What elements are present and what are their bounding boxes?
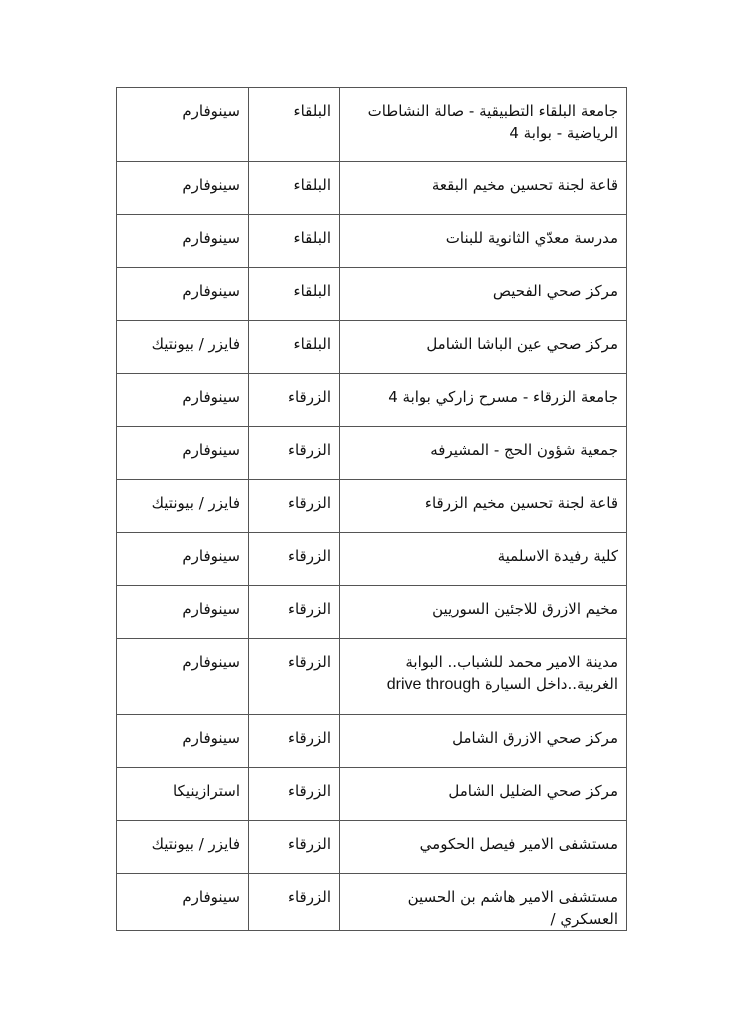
governorate-cell: الزرقاء [249, 480, 340, 533]
table-row [117, 480, 627, 533]
site-cell: مركز صحي الضليل الشامل [340, 768, 627, 821]
vaccine-cell: سينوفارم [117, 715, 249, 768]
site-text: مدينة الامير محمد للشباب.. البوابة الغربية..داخل السيارة [405, 653, 618, 693]
governorate-cell: البلقاء [249, 321, 340, 374]
vaccine-cell: سينوفارم [117, 374, 249, 427]
site-cell: مستشفى الامير فيصل الحكومي [340, 821, 627, 874]
governorate-cell: البلقاء [249, 88, 340, 162]
table-row [117, 88, 627, 162]
governorate-cell: الزرقاء [249, 639, 340, 715]
vaccine-cell: فايزر / بيونتيك [117, 480, 249, 533]
vaccine-cell: سينوفارم [117, 88, 249, 162]
vaccine-cell: فايزر / بيونتيك [117, 821, 249, 874]
vaccine-cell: سينوفارم [117, 874, 249, 931]
table-row [117, 821, 627, 874]
governorate-cell: البلقاء [249, 162, 340, 215]
table-row [117, 533, 627, 586]
vaccine-cell: سينوفارم [117, 639, 249, 715]
site-cell: جمعية شؤون الحج - المشيرفه [340, 427, 627, 480]
governorate-cell: الزرقاء [249, 533, 340, 586]
governorate-cell: الزرقاء [249, 374, 340, 427]
governorate-cell: الزرقاء [249, 427, 340, 480]
site-latin-text: drive through [386, 676, 481, 693]
vaccination-sites-table [116, 87, 627, 931]
site-cell: مركز صحي عين الباشا الشامل [340, 321, 627, 374]
site-cell: كلية رفيدة الاسلمية [340, 533, 627, 586]
vaccine-cell: سينوفارم [117, 162, 249, 215]
vaccine-cell: سينوفارم [117, 215, 249, 268]
site-cell: مدرسة معدّي الثانوية للبنات [340, 215, 627, 268]
governorate-cell: الزرقاء [249, 768, 340, 821]
site-cell: جامعة الزرقاء - مسرح زاركي بوابة 4 [340, 374, 627, 427]
table-row [117, 215, 627, 268]
site-cell: مركز صحي الفحيص [340, 268, 627, 321]
table-row [117, 268, 627, 321]
table-row [117, 321, 627, 374]
vaccine-cell: سينوفارم [117, 586, 249, 639]
vaccine-cell: فايزر / بيونتيك [117, 321, 249, 374]
site-cell: قاعة لجنة تحسين مخيم الزرقاء [340, 480, 627, 533]
table-row [117, 427, 627, 480]
governorate-cell: البلقاء [249, 268, 340, 321]
site-cell: مخيم الازرق للاجئين السوريين [340, 586, 627, 639]
governorate-cell: الزرقاء [249, 586, 340, 639]
governorate-cell: الزرقاء [249, 874, 340, 931]
site-cell: جامعة البلقاء التطبيقية - صالة النشاطات الرياضية - بوابة 4 [340, 88, 627, 162]
site-cell: قاعة لجنة تحسين مخيم البقعة [340, 162, 627, 215]
vaccine-cell: سينوفارم [117, 268, 249, 321]
table-row [117, 874, 627, 931]
governorate-cell: البلقاء [249, 215, 340, 268]
governorate-cell: الزرقاء [249, 715, 340, 768]
vaccine-cell: سينوفارم [117, 427, 249, 480]
vaccine-cell: سينوفارم [117, 533, 249, 586]
table-row [117, 639, 627, 715]
vaccine-cell: استرازينيكا [117, 768, 249, 821]
table-row [117, 586, 627, 639]
table-row [117, 715, 627, 768]
table-row [117, 768, 627, 821]
table-row [117, 162, 627, 215]
site-cell [340, 639, 627, 715]
site-cell: مركز صحي الازرق الشامل [340, 715, 627, 768]
site-cell: مستشفى الامير هاشم بن الحسين العسكري / [340, 874, 627, 931]
table-row [117, 374, 627, 427]
governorate-cell: الزرقاء [249, 821, 340, 874]
